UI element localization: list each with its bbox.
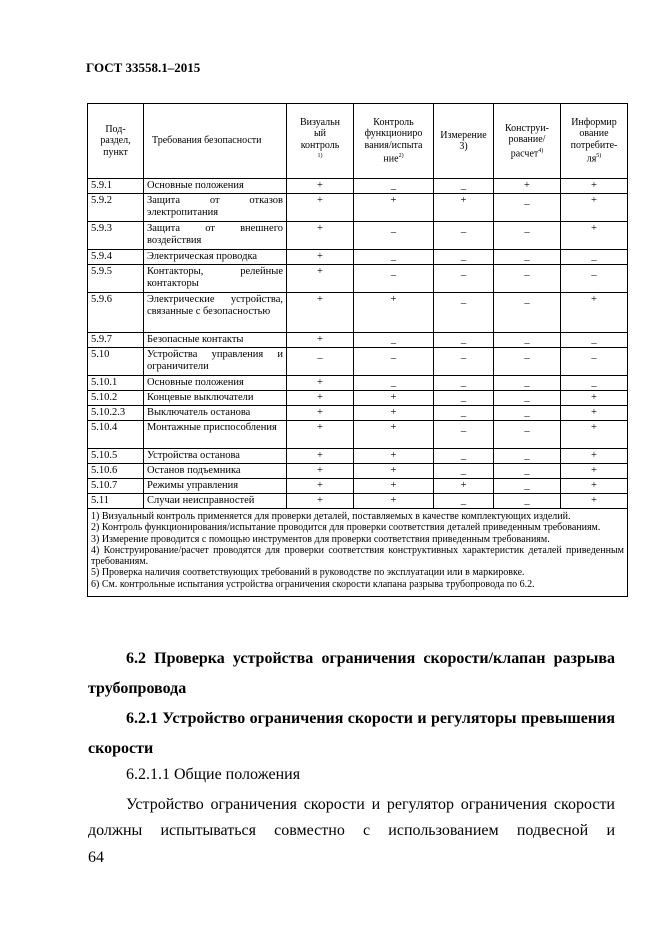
row-subsection: 5.10.7 xyxy=(88,479,144,494)
col-visual: Визуальн ый контроль $^{1)}$ xyxy=(287,104,354,179)
row-requirement: Режимы управления xyxy=(144,479,287,494)
row-requirement: Устройства останова xyxy=(144,449,287,464)
row-mark-m: + xyxy=(434,194,494,222)
row-mark-d: _ xyxy=(494,250,561,265)
row-mark-m: _ xyxy=(434,376,494,391)
row-mark-d: _ xyxy=(494,421,561,449)
table-row xyxy=(88,376,628,391)
row-mark-d: _ xyxy=(494,222,561,250)
row-mark-d: _ xyxy=(494,376,561,391)
row-mark-d: _ xyxy=(494,449,561,464)
row-requirement: Выключатель останова xyxy=(144,406,287,421)
row-mark-i: + xyxy=(561,222,628,250)
row-mark-i: _ xyxy=(561,348,628,376)
row-mark-m: _ xyxy=(434,265,494,293)
row-mark-v: + xyxy=(287,464,354,479)
row-subsection: 5.9.3 xyxy=(88,222,144,250)
col-info: Информир ование потребите- $ля^{5)}$ xyxy=(561,104,628,179)
row-mark-v: + xyxy=(287,179,354,194)
row-requirement: Останов подъемника xyxy=(144,464,287,479)
row-mark-m: _ xyxy=(434,333,494,348)
row-mark-m: _ xyxy=(434,222,494,250)
row-mark-d: _ xyxy=(494,265,561,293)
note-2: 2) Контроль функционирования/испытание проводится для проверки соответствия деталей приведенным требованиям. xyxy=(91,522,601,534)
table-row xyxy=(88,464,628,479)
row-mark-d: _ xyxy=(494,464,561,479)
row-requirement: Случаи неисправностей xyxy=(144,494,287,509)
row-mark-m: _ xyxy=(434,391,494,406)
row-mark-m: _ xyxy=(434,293,494,333)
row-mark-f: _ xyxy=(354,179,434,194)
row-mark-f: + xyxy=(354,464,434,479)
row-mark-i: + xyxy=(561,391,628,406)
row-mark-v: _ xyxy=(287,348,354,376)
row-mark-m: _ xyxy=(434,250,494,265)
row-mark-v: + xyxy=(287,222,354,250)
row-mark-f: + xyxy=(354,494,434,509)
col-function: Контроль функциониро вания/испыта ние$^{2)}$ xyxy=(354,104,434,179)
row-mark-v: + xyxy=(287,479,354,494)
row-mark-f: _ xyxy=(354,376,434,391)
row-mark-v: + xyxy=(287,391,354,406)
note-6: 6) См. контрольные испытания устройства ограничения скорости клапана разрыва трубопровода по 6.2. xyxy=(91,578,535,590)
table-row xyxy=(88,494,628,509)
row-mark-f: _ xyxy=(354,348,434,376)
row-mark-v: + xyxy=(287,250,354,265)
row-subsection: 5.10.4 xyxy=(88,421,144,449)
table-row xyxy=(88,391,628,406)
row-mark-d: _ xyxy=(494,194,561,222)
row-subsection: 5.9.6 xyxy=(88,293,144,333)
row-mark-m: _ xyxy=(434,348,494,376)
row-subsection: 5.10.2 xyxy=(88,391,144,406)
row-subsection: 5.9.2 xyxy=(88,194,144,222)
row-requirement: Защита от внешнего воздействия xyxy=(144,222,287,250)
row-mark-d: _ xyxy=(494,479,561,494)
row-mark-i: _ xyxy=(561,376,628,391)
note-5: 5) Проверка наличия соответствующих требований в руководстве по эксплуатации или в маркировке. xyxy=(91,567,525,579)
section-6-2-heading: 6.2 Проверка устройства ограничения скорости/клапан разрыва трубопровода xyxy=(88,650,616,697)
row-mark-d: _ xyxy=(494,494,561,509)
row-mark-i: _ xyxy=(561,250,628,265)
col-requirements: Требования безопасности xyxy=(144,104,287,179)
row-mark-d: _ xyxy=(494,348,561,376)
row-requirement: Основные положения xyxy=(144,179,287,194)
row-mark-f: + xyxy=(354,391,434,406)
row-mark-i: + xyxy=(561,494,628,509)
paragraph-line-1: Устройство ограничения скорости и регулятор ограничения скорости xyxy=(126,796,615,813)
row-requirement: Контакторы, релейные контакторы xyxy=(144,265,287,293)
row-subsection: 5.10 xyxy=(88,348,144,376)
table-row xyxy=(88,265,628,293)
row-mark-i: + xyxy=(561,421,628,449)
row-subsection: 5.9.4 xyxy=(88,250,144,265)
row-mark-m: _ xyxy=(434,179,494,194)
row-requirement: Основные положения xyxy=(144,376,287,391)
row-mark-i: + xyxy=(561,449,628,464)
row-mark-i: + xyxy=(561,464,628,479)
table-row xyxy=(88,293,628,333)
row-mark-f: + xyxy=(354,194,434,222)
section-6-2-1-1-heading: 6.2.1.1 Общие положения xyxy=(126,766,301,783)
row-mark-m: _ xyxy=(434,494,494,509)
row-mark-i: _ xyxy=(561,333,628,348)
row-mark-v: + xyxy=(287,421,354,449)
row-mark-v: + xyxy=(287,333,354,348)
row-mark-m: _ xyxy=(434,406,494,421)
row-mark-f: _ xyxy=(354,250,434,265)
table-row xyxy=(88,479,628,494)
row-subsection: 5.9.1 xyxy=(88,179,144,194)
page-number: 64 xyxy=(88,849,104,866)
row-subsection: 5.10.1 xyxy=(88,376,144,391)
table-header-row xyxy=(88,104,628,179)
row-mark-m: + xyxy=(434,479,494,494)
row-mark-i: + xyxy=(561,179,628,194)
row-mark-f: + xyxy=(354,421,434,449)
row-mark-v: + xyxy=(287,265,354,293)
col-subsection: Под- раздел, пункт xyxy=(88,104,144,179)
row-requirement: Электрическая проводка xyxy=(144,250,287,265)
row-subsection: 5.10.5 xyxy=(88,449,144,464)
row-mark-f: + xyxy=(354,479,434,494)
row-mark-f: + xyxy=(354,293,434,333)
row-requirement: Концевые выключатели xyxy=(144,391,287,406)
row-mark-d: + xyxy=(494,179,561,194)
note-4: 4) Конструирование/расчет проводятся для проверки соответствия конструктивных характеристик деталей приведенным требованиям. xyxy=(91,544,624,568)
section-6-2-1-heading: 6.2.1 Устройство ограничения скорости и регуляторы превышения скорости xyxy=(88,710,615,757)
row-mark-f: + xyxy=(354,449,434,464)
row-mark-i: + xyxy=(561,293,628,333)
table-row xyxy=(88,222,628,250)
row-subsection: 5.10.6 xyxy=(88,464,144,479)
row-mark-f: _ xyxy=(354,265,434,293)
document-code: ГОСТ 33558.1–2015 xyxy=(86,60,201,75)
table-row xyxy=(88,250,628,265)
table-row xyxy=(88,449,628,464)
row-requirement: Устройства управления и ограничители xyxy=(144,348,287,376)
row-mark-f: + xyxy=(354,406,434,421)
row-mark-i: + xyxy=(561,406,628,421)
row-mark-v: + xyxy=(287,406,354,421)
col-measurement: Измерение 3) xyxy=(434,104,494,179)
row-mark-v: + xyxy=(287,494,354,509)
row-mark-d: _ xyxy=(494,333,561,348)
row-mark-d: _ xyxy=(494,406,561,421)
row-requirement: Электрические устройства, связанные с безопасностью xyxy=(144,293,287,333)
row-mark-v: + xyxy=(287,449,354,464)
row-mark-d: _ xyxy=(494,293,561,333)
row-mark-d: _ xyxy=(494,391,561,406)
table-row xyxy=(88,333,628,348)
table-row xyxy=(88,421,628,449)
table-row xyxy=(88,406,628,421)
row-mark-v: + xyxy=(287,194,354,222)
row-mark-f: _ xyxy=(354,333,434,348)
note-1: 1) Визуальный контроль применяется для проверки деталей, поставляемых в качестве комплектующих изделий. xyxy=(91,511,571,522)
paragraph-line-2: должны испытываться совместно с использованием подвесной и xyxy=(88,822,615,839)
table-row xyxy=(88,179,628,194)
table-row xyxy=(88,194,628,222)
col-design: Конструи- рование/ расчет$^{4)}$ xyxy=(494,104,561,179)
requirements-table xyxy=(87,103,628,597)
row-requirement: Защита от отказов электропитания xyxy=(144,194,287,222)
row-requirement: Безопасные контакты xyxy=(144,333,287,348)
note-3: 3) Измерение проводится с помощью инструментов для проверки соответствия приведенным требованиям. xyxy=(91,533,550,545)
row-subsection: 5.9.5 xyxy=(88,265,144,293)
row-mark-f: _ xyxy=(354,222,434,250)
row-mark-i: + xyxy=(561,194,628,222)
row-mark-m: _ xyxy=(434,464,494,479)
notes-row xyxy=(88,509,628,597)
table-row xyxy=(88,348,628,376)
row-mark-i: + xyxy=(561,479,628,494)
row-mark-m: _ xyxy=(434,449,494,464)
row-subsection: 5.9.7 xyxy=(88,333,144,348)
row-requirement: Монтажные приспособления xyxy=(144,421,287,449)
row-mark-i: _ xyxy=(561,265,628,293)
row-mark-v: + xyxy=(287,293,354,333)
table-notes xyxy=(88,509,628,597)
row-subsection: 5.11 xyxy=(88,494,144,509)
row-mark-v: + xyxy=(287,376,354,391)
row-subsection: 5.10.2.3 xyxy=(88,406,144,421)
row-mark-m: _ xyxy=(434,421,494,449)
